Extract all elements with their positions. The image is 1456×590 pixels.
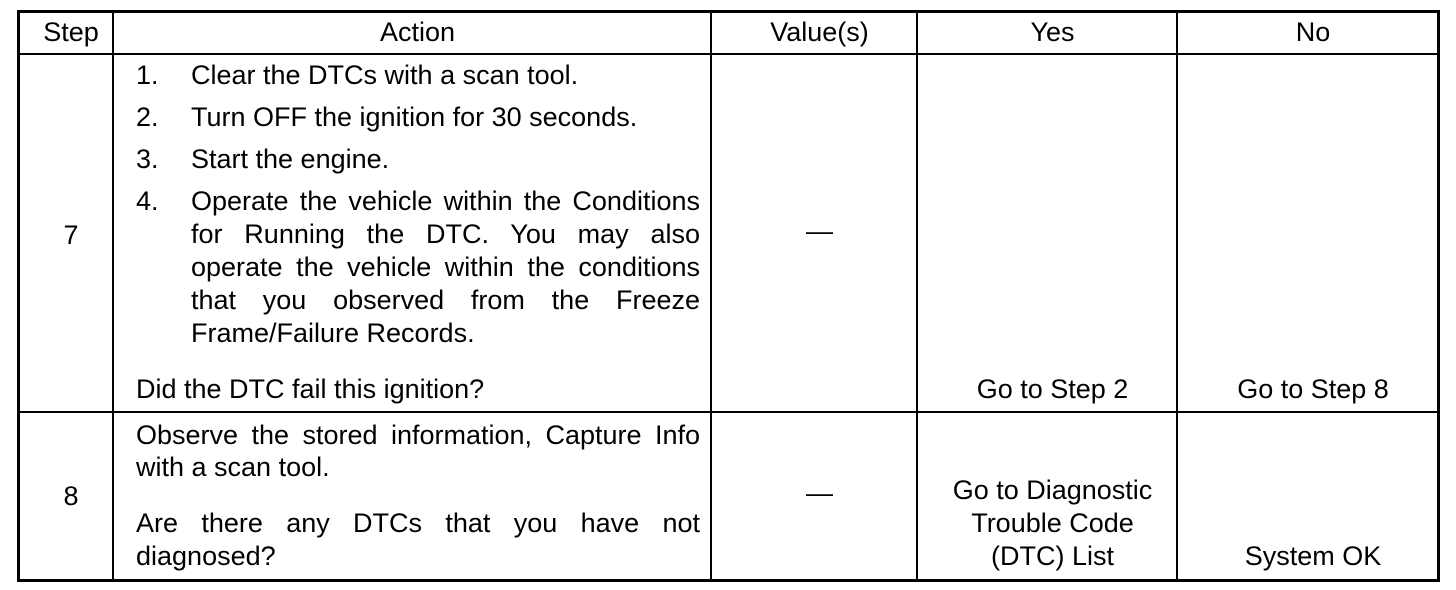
list-item-number: 4. bbox=[136, 186, 159, 216]
value-text: — bbox=[806, 478, 833, 508]
no-cell bbox=[1177, 54, 1438, 412]
table-header-row bbox=[18, 11, 1438, 54]
yes-result-line: (DTC) List bbox=[991, 541, 1114, 571]
list-item-text: Turn OFF the ignition for 30 seconds. bbox=[191, 102, 638, 132]
header-yes-label: Yes bbox=[1030, 17, 1075, 47]
action-cell bbox=[113, 412, 711, 580]
list-item-text: Clear the DTCs with a scan tool. bbox=[191, 60, 579, 90]
list-item-text-line: operate the vehicle within the conditions bbox=[191, 252, 700, 282]
header-no-label: No bbox=[1295, 17, 1331, 47]
header-values-cell bbox=[711, 11, 917, 54]
list-item-text-line: for Running the DTC. You may also bbox=[191, 219, 700, 249]
action-description-line: with a scan tool. bbox=[136, 452, 330, 482]
header-values-label: Value(s) bbox=[770, 17, 869, 47]
yes-result: Go to Step 2 bbox=[976, 374, 1129, 404]
value-text: — bbox=[806, 216, 833, 246]
yes-result-line: Go to Diagnostic bbox=[952, 475, 1153, 505]
value-cell bbox=[711, 412, 917, 580]
header-action-cell bbox=[113, 11, 711, 54]
table-row-step-7 bbox=[18, 54, 1438, 412]
list-item-number: 3. bbox=[136, 144, 159, 174]
step-number: 8 bbox=[63, 481, 79, 511]
action-description-line: Observe the stored information, Capture Info bbox=[136, 420, 700, 450]
list-item-text: Start the engine. bbox=[191, 144, 390, 174]
list-item-text-line: Operate the vehicle within the Conditions bbox=[191, 186, 700, 216]
no-result: System OK bbox=[1244, 541, 1382, 571]
list-item-number: 2. bbox=[136, 102, 159, 132]
list-item-text-line: Frame/Failure Records. bbox=[191, 318, 475, 348]
no-cell bbox=[1177, 412, 1438, 580]
header-step-label: Step bbox=[43, 17, 99, 47]
list-item-number: 1. bbox=[136, 60, 159, 90]
yes-cell bbox=[917, 412, 1177, 580]
no-result: Go to Step 8 bbox=[1237, 374, 1389, 404]
header-yes-cell bbox=[917, 11, 1177, 54]
step-cell bbox=[18, 54, 113, 412]
yes-cell bbox=[917, 54, 1177, 412]
action-question-line: Are there any DTCs that you have not bbox=[136, 508, 700, 538]
table-row-step-8 bbox=[18, 412, 1438, 580]
action-cell bbox=[113, 54, 711, 412]
step-cell bbox=[18, 412, 113, 580]
header-action-label: Action bbox=[379, 17, 456, 47]
step-number: 7 bbox=[63, 220, 79, 250]
action-question: Did the DTC fail this ignition? bbox=[136, 374, 485, 404]
list-item-text-line: that you observed from the Freeze bbox=[191, 285, 700, 315]
header-step-cell bbox=[18, 11, 113, 54]
header-no-cell bbox=[1177, 11, 1438, 54]
value-cell bbox=[711, 54, 917, 412]
action-question-line: diagnosed? bbox=[136, 541, 276, 571]
yes-result-line: Trouble Code bbox=[971, 508, 1134, 538]
